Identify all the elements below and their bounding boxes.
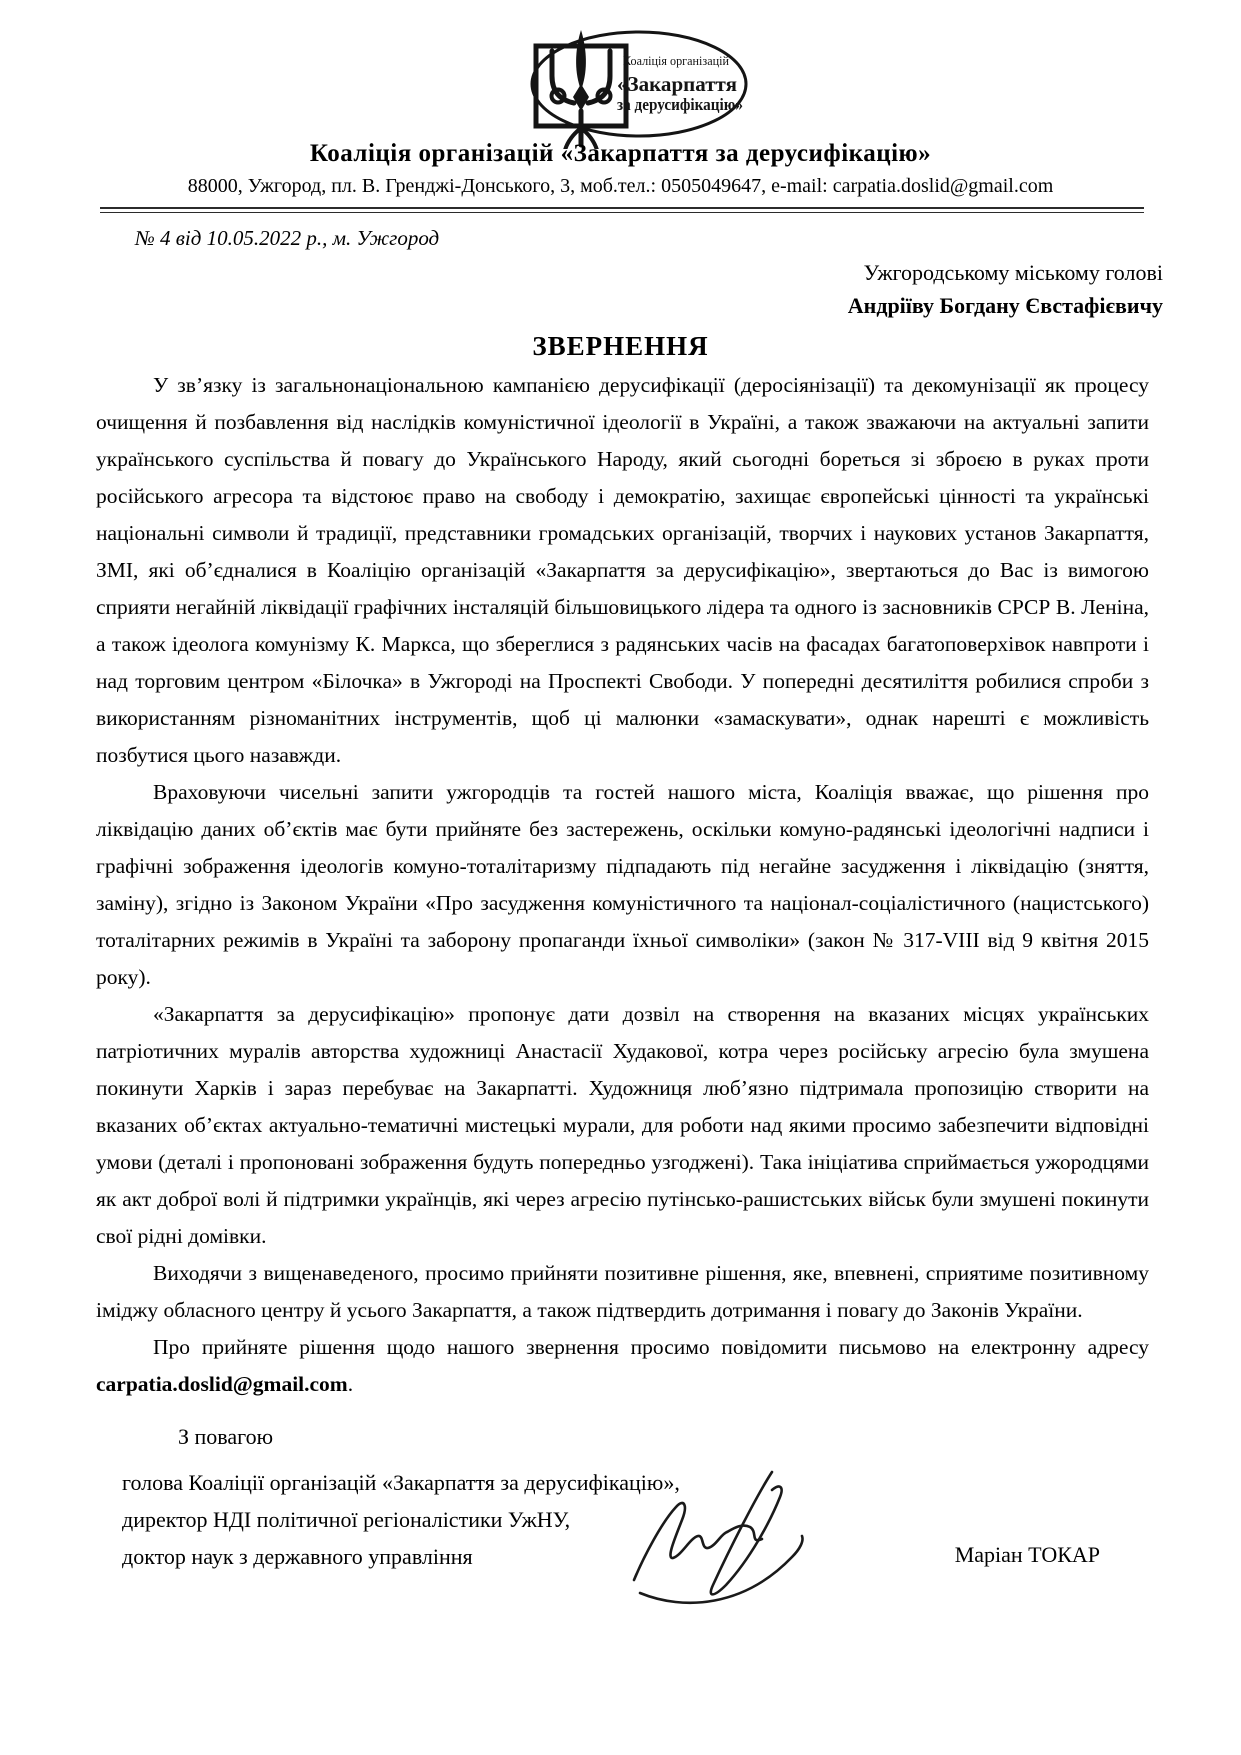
signer-position-3: доктор наук з державного управління <box>122 1544 473 1569</box>
letter-body <box>96 367 1149 1403</box>
logo-text-line3: за дерусифікацію» <box>616 95 743 114</box>
closing-email: carpatia.doslid@gmail.com <box>96 1372 348 1396</box>
reference-line: № 4 від 10.05.2022 р., м. Ужгород <box>135 226 440 250</box>
tryzub-icon <box>536 30 626 149</box>
signature-block <box>122 1418 1146 1575</box>
paragraph-1: У зв’язку із загальнонаціональною кампанією дерусифікації (деросіянізації) та декомунізації як процесу очищення й позбавлення від наслідків комуністичної ідеології в Україні, а також зважаючи на актуальні запити українського суспільства й повагу до Українського Народу, який сьогодні бореться зі зброєю в руках проти російського агресора та відстоює право на свободу і демократію, захищає європейські цінності та українські національні символи й традиції, представники громадських організацій, творчих і наукових установ Закарпаття, ЗМІ, які об’єдналися в Коаліцію організацій «Закарпаття за дерусифікацію», звертаються до Вас із вимогою сприяти негайній ліквідації графічних інсталяцій більшовицького лідера та одного із засновників СРСР В. Леніна, а також ідеолога комунізму К. Маркса, що збереглися з радянських часів на фасадах багатоповерхівок навпроти і над торговим центром «Білочка» в Ужгороді на Проспекті Свободи. У попередні десятиліття робилися спроби з використанням різноманітних інструментів, щоб ці малюнки «замаскувати», однак нарешті є можливість позбутися цього назавжди. <box>96 373 1149 767</box>
closing-text: Про прийняте рішення щодо нашого звернення просимо повідомити письмово на електронну адресу <box>153 1335 1149 1359</box>
paragraph-5 <box>96 1329 1149 1403</box>
addressee-name: Андріїву Богдану Євстафієвичу <box>847 293 1163 318</box>
document-title: ЗВЕРНЕННЯ <box>532 331 709 361</box>
paragraph-3: «Закарпаття за дерусифікацію» пропонує дати дозвіл на створення на вказаних місцях українських патріотичних муралів авторства художниці Анастасії Худакової, котра через російську агресію була змушена покинути Харків і зараз перебуває на Закарпатті. Художниця люб’язно підтримала пропозицію створити на вказаних об’єктах актуально-тематичні мистецькі мурали, для роботи над якими просимо забезпечити відповідні умови (деталі і пропоновані зображення будуть попередньо узгоджені). Така ініціатива сприймається ужородцями як акт доброї волі й підтримки українців, які через агресію путінсько-рашистських військ були змушені покинути свої рідні домівки. <box>96 1002 1149 1248</box>
signature-salutation: З повагою <box>178 1424 274 1449</box>
signer-name: Маріан ТОКАР <box>954 1542 1100 1567</box>
logo-text-small: Коаліція організацій <box>622 54 729 68</box>
paragraph-4: Виходячи з вищенаведеного, просимо прийняти позитивне рішення, яке, впевнені, сприятиме позитивному іміджу обласного центру й усього Закарпаття, а також підтвердить дотримання і повагу до Законів України. <box>96 1261 1149 1322</box>
addressee-block <box>0 256 1163 322</box>
logo-text-line2: «Закарпаття <box>616 72 737 96</box>
letterhead-divider <box>100 207 1144 213</box>
org-name-heading: Коаліція організацій «Закарпаття за дерусифікацію» <box>309 140 932 167</box>
closing-period: . <box>347 1372 354 1396</box>
signer-position-1: голова Коаліції організацій «Закарпаття за дерусифікацію», <box>122 1470 680 1495</box>
org-logo <box>0 0 1241 144</box>
paragraph-2: Враховуючи чисельні запити ужгородців та гостей нашого міста, Коаліція вважає, що рішення про ліквідацію даних об’єктів має бути прийняте без застережень, оскільки комуно-радянські ідеологічні надписи і графічні зображення ідеологів комуно-тоталітаризму підпадають під негайне засудження і ліквідацію (зняття, заміну), згідно із Законом України «Про засудження комуністичного та націонал-соціалістичного (нацистського) тоталітарних режимів в Україні та заборону пропаганди їхньої символіки» (закон № 317-VIII від 9 квітня 2015 року). <box>96 780 1149 989</box>
handwritten-signature <box>622 1460 837 1610</box>
trident-logo-icon <box>471 14 771 149</box>
contact-line: 88000, Ужгород, пл. В. Гренджі-Донського, 3, моб.тел.: 0505049647, e-mail: carpatia.doslid@gmail.com <box>187 175 1054 197</box>
addressee-title: Ужгородському міському голові <box>863 260 1163 285</box>
signer-position-2: директор НДІ політичної регіоналістики УжНУ, <box>122 1507 571 1532</box>
